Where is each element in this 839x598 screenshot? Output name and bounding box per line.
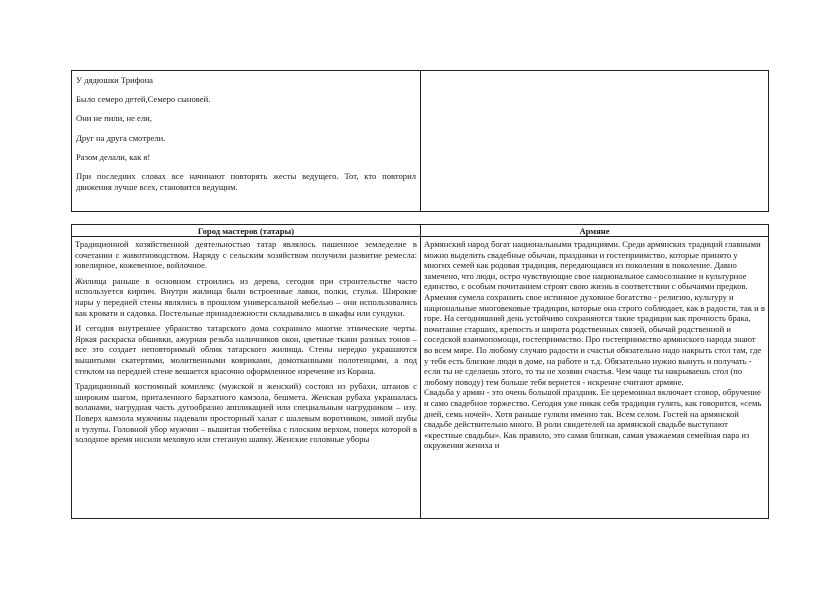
tatars-text-cell bbox=[75, 239, 417, 518]
peoples-table bbox=[71, 224, 769, 519]
armenians-paragraph: Армянский народ богат национальными традициями. Среди армянских традиций главными можно выделить свадебные обычаи, праздники и гостеприимство, которые принято у многих семей как родовая традиция, передающаяся из поколения в поколение. Давно замечено, что люди, остро чувствующие свое национальное самосознание и культурное единство, с особым почитанием строят свою жизнь в соответствии с обычаями предков. Армения сумела сохранить свое истинное духовное богатство - религию, культуру и национальные многовековые традиции, которые она строго соблюдает, как в радости, так и в горе. На сегодняшний день устойчиво сохраняются такие традиции как прочность брака, почитание старших, крепость и широта родственных связей, обычай родственной и соседской взаимопомощи, гостеприимство. Про гостеприимство армянского народа знают во всем мире. По любому случаю радости и счастья обязательно надо накрыть стол там, где у тебя есть близкие люди в доме, на работе и т.д. Обязательно нужно вынуть и получать - если ты не сделаешь этого, то ты не хозяин счастья. Чем чаще ты накрываешь стол (по любому поводу) тем больше тебя вернется - искренне считают армяне. bbox=[424, 239, 765, 387]
game-text-cell bbox=[76, 75, 416, 209]
armenians-header: Армяне bbox=[579, 226, 610, 236]
tatars-paragraph: Традиционный костюмный комплекс (мужской и женский) состоял из рубахи, штанов с широким шагом, приталенного бархатного камзола, бешмета. Женская рубаха украшалась воланами, нагрудная часть дугообразно аппликацией или специальным нагрудником – изу. Поверх камзола мужчины надевали просторный халат с шалевым воротником, зимой шубы и тулупы. Головной убор мужчин – вышитая тюбетейка с плоским верхом, поверх которой в холодное время носили меховую или стеганую шапку. Женские головные уборы bbox=[75, 381, 417, 445]
armenians-paragraph: Свадьба у армян - это очень большой праздник. Ее церемониал включает сговор, обручение и само свадебное торжество. Сегодня уже никак себя традиция гулять, как говорится, «семь дней, семь ночей». Хотя раньше гуляли именно так. Всем селом. Гостей на армянской свадьбе действительно много. В роли свидетелей на армянской свадьбе выступают «крестные свадьбы». Как правило, это самая близкая, самая уважаемая семейная пара из окружения жениха и bbox=[424, 387, 762, 451]
game-rule: При последних словах все начинают повторять жесты ведущего. Тот, кто повторил движения лучше всех, становится ведущим. bbox=[76, 170, 416, 192]
tatars-paragraph: И сегодня внутреннее убранство татарского дома сохранило многие этнические черты. Яркая раскраска обшивки, ажурная резьба наличников окон, цветные ткани разных тонов – все это создает неповторимый облик татарского жилища. Стены нередко украшаются вышитыми скатертями, молитвенными ковриками, домотканными полотенцами, а под стеклом на передней стене вешается красочно оформленное изречение из Корана. bbox=[75, 323, 417, 376]
header-divider bbox=[72, 236, 768, 237]
game-line: Они не пили, не ели, bbox=[76, 113, 152, 124]
game-line: Друг на друга смотрели. bbox=[76, 132, 166, 143]
column-divider bbox=[420, 71, 421, 211]
tatars-paragraph: Жилища раньше в основном строились из дерева, сегодня при строительстве часто используется кирпич. Внутри жилища были встроенные лавки, полки, стулья. Широкие нары у передней стены являлись в прошлом универсальной мебелью – они использовались как кровати и садовка. Постельные принадлежности складывались в шкафы или сундуки. bbox=[75, 275, 417, 318]
column-divider bbox=[420, 225, 421, 518]
game-line: Было семеро детей,Семеро сыновей. bbox=[76, 94, 211, 105]
game-line: Разом делали, как я! bbox=[76, 151, 151, 162]
tatars-paragraph: Традиционной хозяйственной деятельностью татар являлось пашенное земледелие в сочетании с животноводством. Наряду с сельским хозяйством получили развитие ремесла: ювелирное, кожевенное, войлочное. bbox=[75, 239, 417, 271]
game-title: У дядюшки Трифона bbox=[76, 75, 153, 85]
game-table bbox=[71, 70, 769, 212]
armenians-text-cell bbox=[424, 239, 766, 518]
empty-cell bbox=[422, 75, 766, 209]
tatars-header: Город мастеров (татары) bbox=[197, 226, 295, 236]
